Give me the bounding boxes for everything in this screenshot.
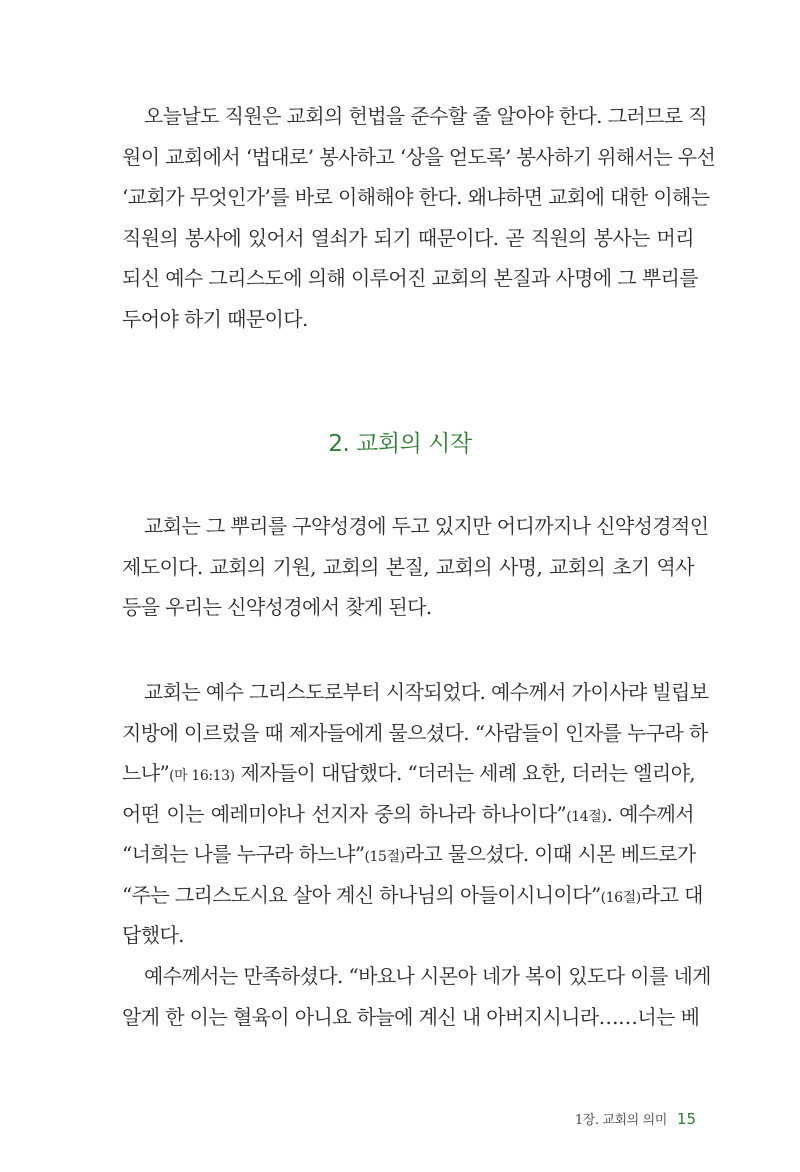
quote-text: 어떤 이는 예레미야나 선지자 중의 하나라 하나이다” bbox=[122, 801, 567, 826]
paragraph-line: 교회는 예수 그리스도로부터 시작되었다. 예수께서 가이사랴 빌립보 bbox=[144, 680, 709, 704]
paragraph-line: 교회는 그 뿌리를 구약성경에 두고 있지만 어디까지나 신약성경적인 bbox=[144, 514, 709, 538]
paragraph-line: 답했다. bbox=[122, 923, 184, 947]
paragraph-line: 지방에 이르렀을 때 제자들에게 물으셨다. “사람들이 인자를 누구라 하 bbox=[122, 720, 708, 745]
paragraph-line: 등을 우리는 신약성경에서 찾게 된다. bbox=[122, 595, 432, 619]
paragraph-line bbox=[122, 834, 694, 875]
paragraph-line: 예수께서는 만족하셨다. “바요나 시몬아 네가 복이 있도다 이를 네게 bbox=[144, 964, 711, 988]
quote-text: 라고 대 bbox=[640, 882, 703, 907]
bible-reference: (15절) bbox=[364, 849, 405, 865]
page-number: 15 bbox=[676, 1110, 696, 1128]
paragraph-line: 되신 예수 그리스도에 의해 이루어진 교회의 본질과 사명에 그 뿌리를 bbox=[122, 266, 698, 290]
bible-reference: (16절) bbox=[600, 889, 641, 906]
bible-reference: (마 16:13) bbox=[169, 768, 235, 784]
paragraph-1 bbox=[122, 96, 716, 339]
section-heading: 2. 교회의 시작 bbox=[328, 431, 472, 457]
paragraph-4 bbox=[122, 956, 711, 1037]
quote-text: 느냐” bbox=[122, 761, 170, 785]
chapter-title: 1장. 교회의 의미 bbox=[574, 1113, 667, 1128]
quote-text: 제자들이 대답했다. “더러는 세례 요한, 더러는 엘리야, bbox=[234, 761, 696, 785]
quote-text: . 예수께서 bbox=[606, 801, 694, 826]
paragraph-line bbox=[122, 753, 694, 794]
paragraph-line: 직원의 봉사에 있어서 열쇠가 되기 때문이다. 곧 직원의 봉사는 머리 bbox=[122, 225, 694, 250]
paragraph-line: 알게 한 이는 혈육이 아니요 하늘에 계신 내 아버지시니라……너는 베 bbox=[122, 1004, 700, 1029]
paragraph-line: 두어야 하기 때문이다. bbox=[122, 306, 308, 331]
quote-text: “주는 그리스도시요 살아 계신 하나님의 아들이시니이다” bbox=[122, 882, 601, 907]
bible-reference: (14절) bbox=[566, 808, 607, 825]
quote-text: “너희는 나를 누구라 하느냐” bbox=[122, 842, 365, 866]
paragraph-2 bbox=[122, 506, 709, 628]
paragraph-line: 오늘날도 직원은 교회의 헌법을 준수할 줄 알아야 한다. 그러므로 직 bbox=[144, 104, 708, 128]
quote-text: 라고 물으셨다. 이때 시몬 베드로가 bbox=[404, 842, 696, 866]
paragraph-3 bbox=[122, 672, 709, 956]
paragraph-line bbox=[122, 875, 703, 916]
paragraph-line: 제도이다. 교회의 기원, 교회의 본질, 교회의 사명, 교회의 초기 역사 bbox=[122, 554, 694, 579]
paragraph-line: 원이 교회에서 ‘법대로’ 봉사하고 ‘상을 얻도록’ 봉사하기 위해서는 우선 bbox=[122, 144, 716, 169]
paragraph-line bbox=[122, 794, 694, 835]
page-footer bbox=[575, 1107, 696, 1131]
paragraph-line: ‘교회가 무엇인가’를 바로 이해해야 한다. 왜냐하면 교회에 대한 이해는 bbox=[122, 185, 710, 209]
